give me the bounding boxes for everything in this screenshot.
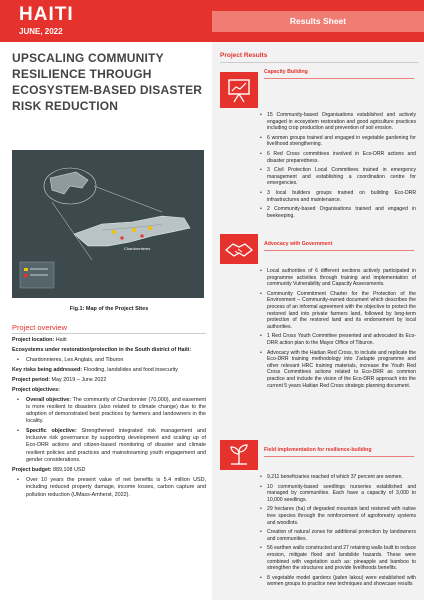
list-item: • 6 women groups trained and engaged in vegetable gardening for livelihood strengthening. — [260, 135, 416, 148]
list-item: • 56 earthen walls constructed and 27 retaining walls built to reduce erosion, mitigate flood and landslide hazards. These were combined with vegetation such as: pineapple and bamboo to strengthen the structures and provide livelihoods benefits. — [260, 545, 416, 571]
list-item: • 9,211 beneficiaries reached of which 37 percent are women. — [260, 474, 416, 481]
map-place-label: Chardonnieres — [124, 246, 151, 251]
presentation-board-icon — [220, 72, 258, 108]
list-item: • 2 Community-based Organisations trained and engaged in beekeeping. — [260, 206, 416, 219]
list-item: • 10 community-based seedlings nurseries established and managed by communities. Each have a capacity of 3,000 to 10,000 seedlings. — [260, 484, 416, 504]
objectives-list — [12, 397, 206, 465]
period-line: Project period: May 2019 – June 2022 — [12, 376, 107, 383]
map-image — [12, 150, 204, 298]
capacity-building-section — [220, 68, 420, 219]
list-item: • 1 Red Cross Youth Committee presented and advocated its Eco-DRR action plan to the Mayor Office of Tiburon. — [260, 333, 416, 346]
list-item: • 15 Community-based Organisations established and actively engaged in ecosystem restoration and good agriculture practices including crop production and prevention of soil erosion. — [260, 112, 416, 132]
list-item: • 3 Civil Protection Local Committees trained in emergency management and establishing a coordination centre for emergencies. — [260, 167, 416, 187]
results-sheet-tab: Results Sheet — [212, 11, 424, 32]
page-header — [0, 0, 424, 42]
list-item: • 6 Red Cross committees involved in Eco-DRR actions and disaster preparedness. — [260, 151, 416, 164]
overview-heading: Project overview — [12, 324, 206, 334]
advocacy-list — [260, 268, 416, 392]
list-item: • Specific objective: Strengthened integrated risk management and inclusive risk governance by supporting development and scaling up of Eco-DRR actions and citizen-based monitoring of disaster and climate resilient policies and practices and mainstreaming youth engagement and gender considerations. — [12, 428, 206, 464]
field-list — [260, 474, 416, 591]
list-item: • Overall objective: The community of Chardonnier (70,000), and easement is more resilient to disasters (also related to climate change) due to the adoption of demonstrated best practices by farmers and landowners in the locality. — [12, 397, 206, 426]
divider — [264, 78, 414, 79]
budget-line: Project budget: 889,108 USD — [12, 467, 86, 474]
objectives-label: Project objectives: — [12, 386, 60, 393]
plant-icon — [220, 440, 258, 470]
list-item: • 29 hectares (ha) of degraded mountain land restored with native tree species through the reinforcement of agroforestry systems and woodlots. — [260, 506, 416, 526]
field-implementation-section — [220, 446, 420, 588]
section-title: Advocacy with Government — [264, 241, 333, 247]
location-line: Project location: Haiti — [12, 337, 67, 344]
list-item: • Over 10 years the present value of net benefits is 5.4 million USD, including reduced property damage, income losses, carbon capture and pollution reduction (UMass-Amherst, 2022). — [12, 477, 206, 499]
project-overview — [12, 324, 206, 502]
list-item: • Community Commitment Charter for the Protection of the Environment – Community-owned document which describes the process of an informal agreement with the objective to protect the restored land into private farmers land, followed by long-term protection of the restored land and its endorsement by local authorities. — [260, 291, 416, 331]
budget-list — [12, 477, 206, 499]
map-caption: Fig.1: Map of the Project Sites — [69, 306, 149, 312]
ecosystems-list — [12, 357, 206, 364]
list-item: • 8 vegetable model gardens (jaden lakou) were established with women groups to practice new techniques and showcase results — [260, 575, 416, 588]
list-item: • Advocacy with the Haitian Red Cross, to include and replicate the Eco-DRR training methodology into J'adapte programme and other relevant HRC training materials, increase the Youth Red Cross Committees actions related to Eco-DRR as common practice and include the vision of the Eco-DRR approach into the current 5 years Haitian Red Cross strategic planning document. — [260, 350, 416, 390]
results-heading: Project Results — [220, 52, 268, 59]
left-column — [12, 50, 206, 114]
section-title: Field implementation for resilience-building — [264, 447, 372, 453]
handshake-icon — [220, 234, 258, 264]
capacity-list — [260, 112, 416, 222]
ecosystems-label: Ecosystems under restoration/protection in the South district of Haiti: — [12, 347, 192, 354]
section-title: Capacity Building — [264, 69, 308, 75]
divider — [264, 456, 414, 457]
list-item: • Chardonnieres, Les Anglais, and Tiburon — [12, 357, 206, 364]
results-panel — [212, 42, 424, 600]
risks-line: Key risks being addressed: Flooding, landslides and food insecurity — [12, 367, 179, 374]
advocacy-section — [220, 240, 420, 389]
divider — [220, 62, 418, 63]
divider — [264, 250, 414, 251]
list-item: • 3 local builders groups trained on building Eco-DRR infrastructures and maintenance. — [260, 190, 416, 203]
list-item: • Local authorities of 6 different sections actively participated in programme activities through training and implementation of community Vulnerability and Capacity Assessments. — [260, 268, 416, 288]
page-title: UPSCALING COMMUNITY RESILIENCE THROUGH ECOSYSTEM-BASED DISASTER RISK REDUCTION — [12, 51, 203, 113]
project-sites-map — [12, 150, 204, 298]
publication-date: JUNE, 2022 — [19, 27, 63, 36]
list-item: • Creation of natural zones for additional protection by landowners and communities. — [260, 529, 416, 542]
country-title: HAITI — [19, 4, 74, 25]
